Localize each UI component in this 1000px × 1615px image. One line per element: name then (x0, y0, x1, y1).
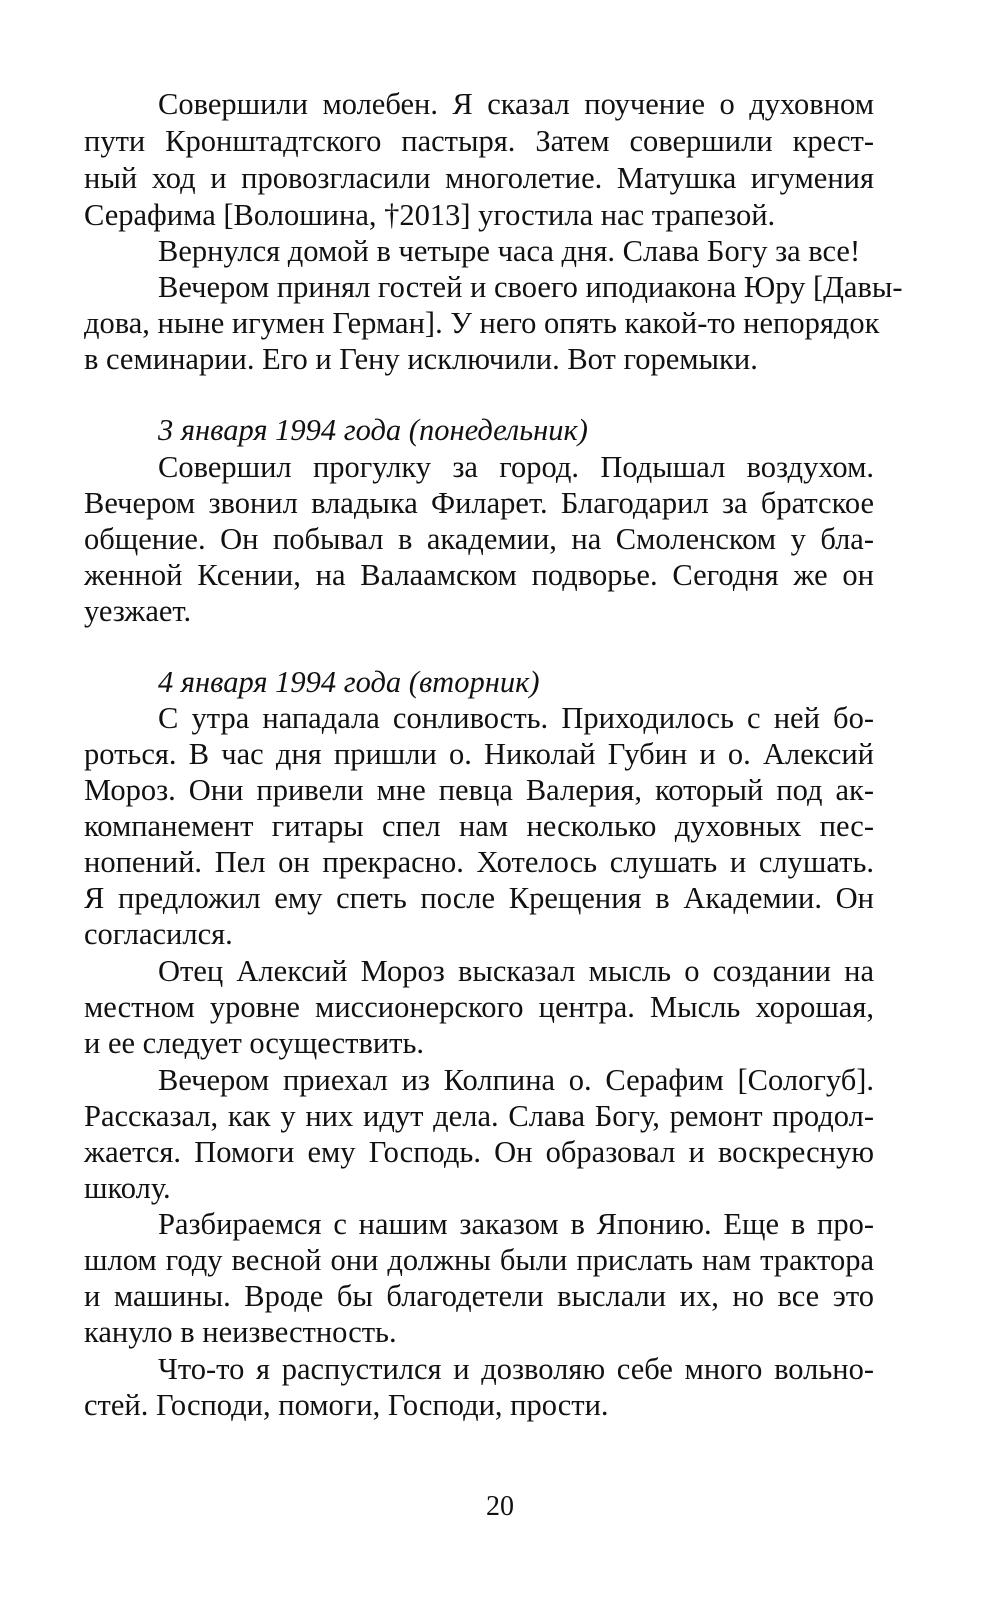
text-line: ный ход и провозгласили многолетие. Матушка игумения (84, 161, 874, 195)
text-line: шлом году весной они должны были прислать нам трактора (84, 1243, 874, 1277)
diary-date-heading: 3 января 1994 года (понедельник) (158, 413, 588, 447)
text-line: женной Ксении, на Валаамском подворье. Сегодня же он (84, 558, 874, 592)
text-line: местном уровне миссионерского центра. Мысль хорошая, (84, 990, 874, 1024)
text-line: Разбираемся с нашим заказом в Японию. Еще в про- (158, 1207, 874, 1241)
text-line: в семинарии. Его и Гену исключили. Вот горемыки. (84, 342, 758, 376)
text-line: роться. В час дня пришли о. Николай Губин и о. Алексий (84, 737, 874, 771)
text-line: пути Кронштадтского пастыря. Затем совершили крест- (84, 124, 874, 158)
text-line: С утра нападала сонливость. Приходилось с ней бо- (158, 701, 874, 735)
text-line: общение. Он побывал в академии, на Смоленском у бла- (84, 522, 874, 556)
text-line: Мороз. Они привели мне певца Валерия, который под ак- (84, 773, 874, 807)
text-line: Серафима [Волошина, †2013] угостила нас трапезой. (84, 198, 776, 232)
text-line: школу. (84, 1171, 171, 1205)
text-line: компанемент гитары спел нам несколько духовных пес- (84, 809, 874, 843)
text-line: Я предложил ему спеть после Крещения в Академии. Он (84, 881, 874, 915)
text-line: согласился. (84, 917, 233, 951)
text-line: Вечером приехал из Колпина о. Серафим [Сологуб]. (158, 1063, 874, 1097)
text-line: Что-то я распустился и дозволяю себе много вольно- (158, 1352, 874, 1386)
text-line: кануло в неизвестность. (84, 1315, 397, 1349)
text-line: Совершил прогулку за город. Подышал воздухом. (158, 450, 874, 484)
text-line: стей. Господи, помоги, Господи, прости. (84, 1388, 609, 1422)
text-line: Отец Алексий Мороз высказал мысль о создании на (158, 954, 874, 988)
text-line: Вечером принял гостей и своего иподиакона Юру [Давы- (158, 270, 903, 304)
page-number: 20 (486, 1491, 514, 1522)
text-line: и ее следует осуществить. (84, 1026, 425, 1060)
text-line: Вернулся домой в четыре часа дня. Слава Богу за все! (158, 234, 861, 268)
text-line: нопений. Пел он прекрасно. Хотелось слушать и слушать. (84, 845, 874, 879)
diary-date-heading: 4 января 1994 года (вторник) (158, 665, 540, 699)
text-line: Вечером звонил владыка Филарет. Благодарил за братское (84, 486, 874, 520)
text-line: уезжает. (84, 594, 192, 628)
text-line: и машины. Вроде бы благодетели выслали их, но все это (84, 1279, 874, 1313)
text-line: Рассказал, как у них идут дела. Слава Богу, ремонт продол- (84, 1099, 874, 1133)
text-line: дова, ныне игумен Герман]. У него опять какой-то непорядок (84, 306, 880, 340)
text-line: Совершили молебен. Я сказал поучение о духовном (158, 87, 874, 121)
text-line: жается. Помоги ему Господь. Он образовал и воскресную (84, 1135, 874, 1169)
